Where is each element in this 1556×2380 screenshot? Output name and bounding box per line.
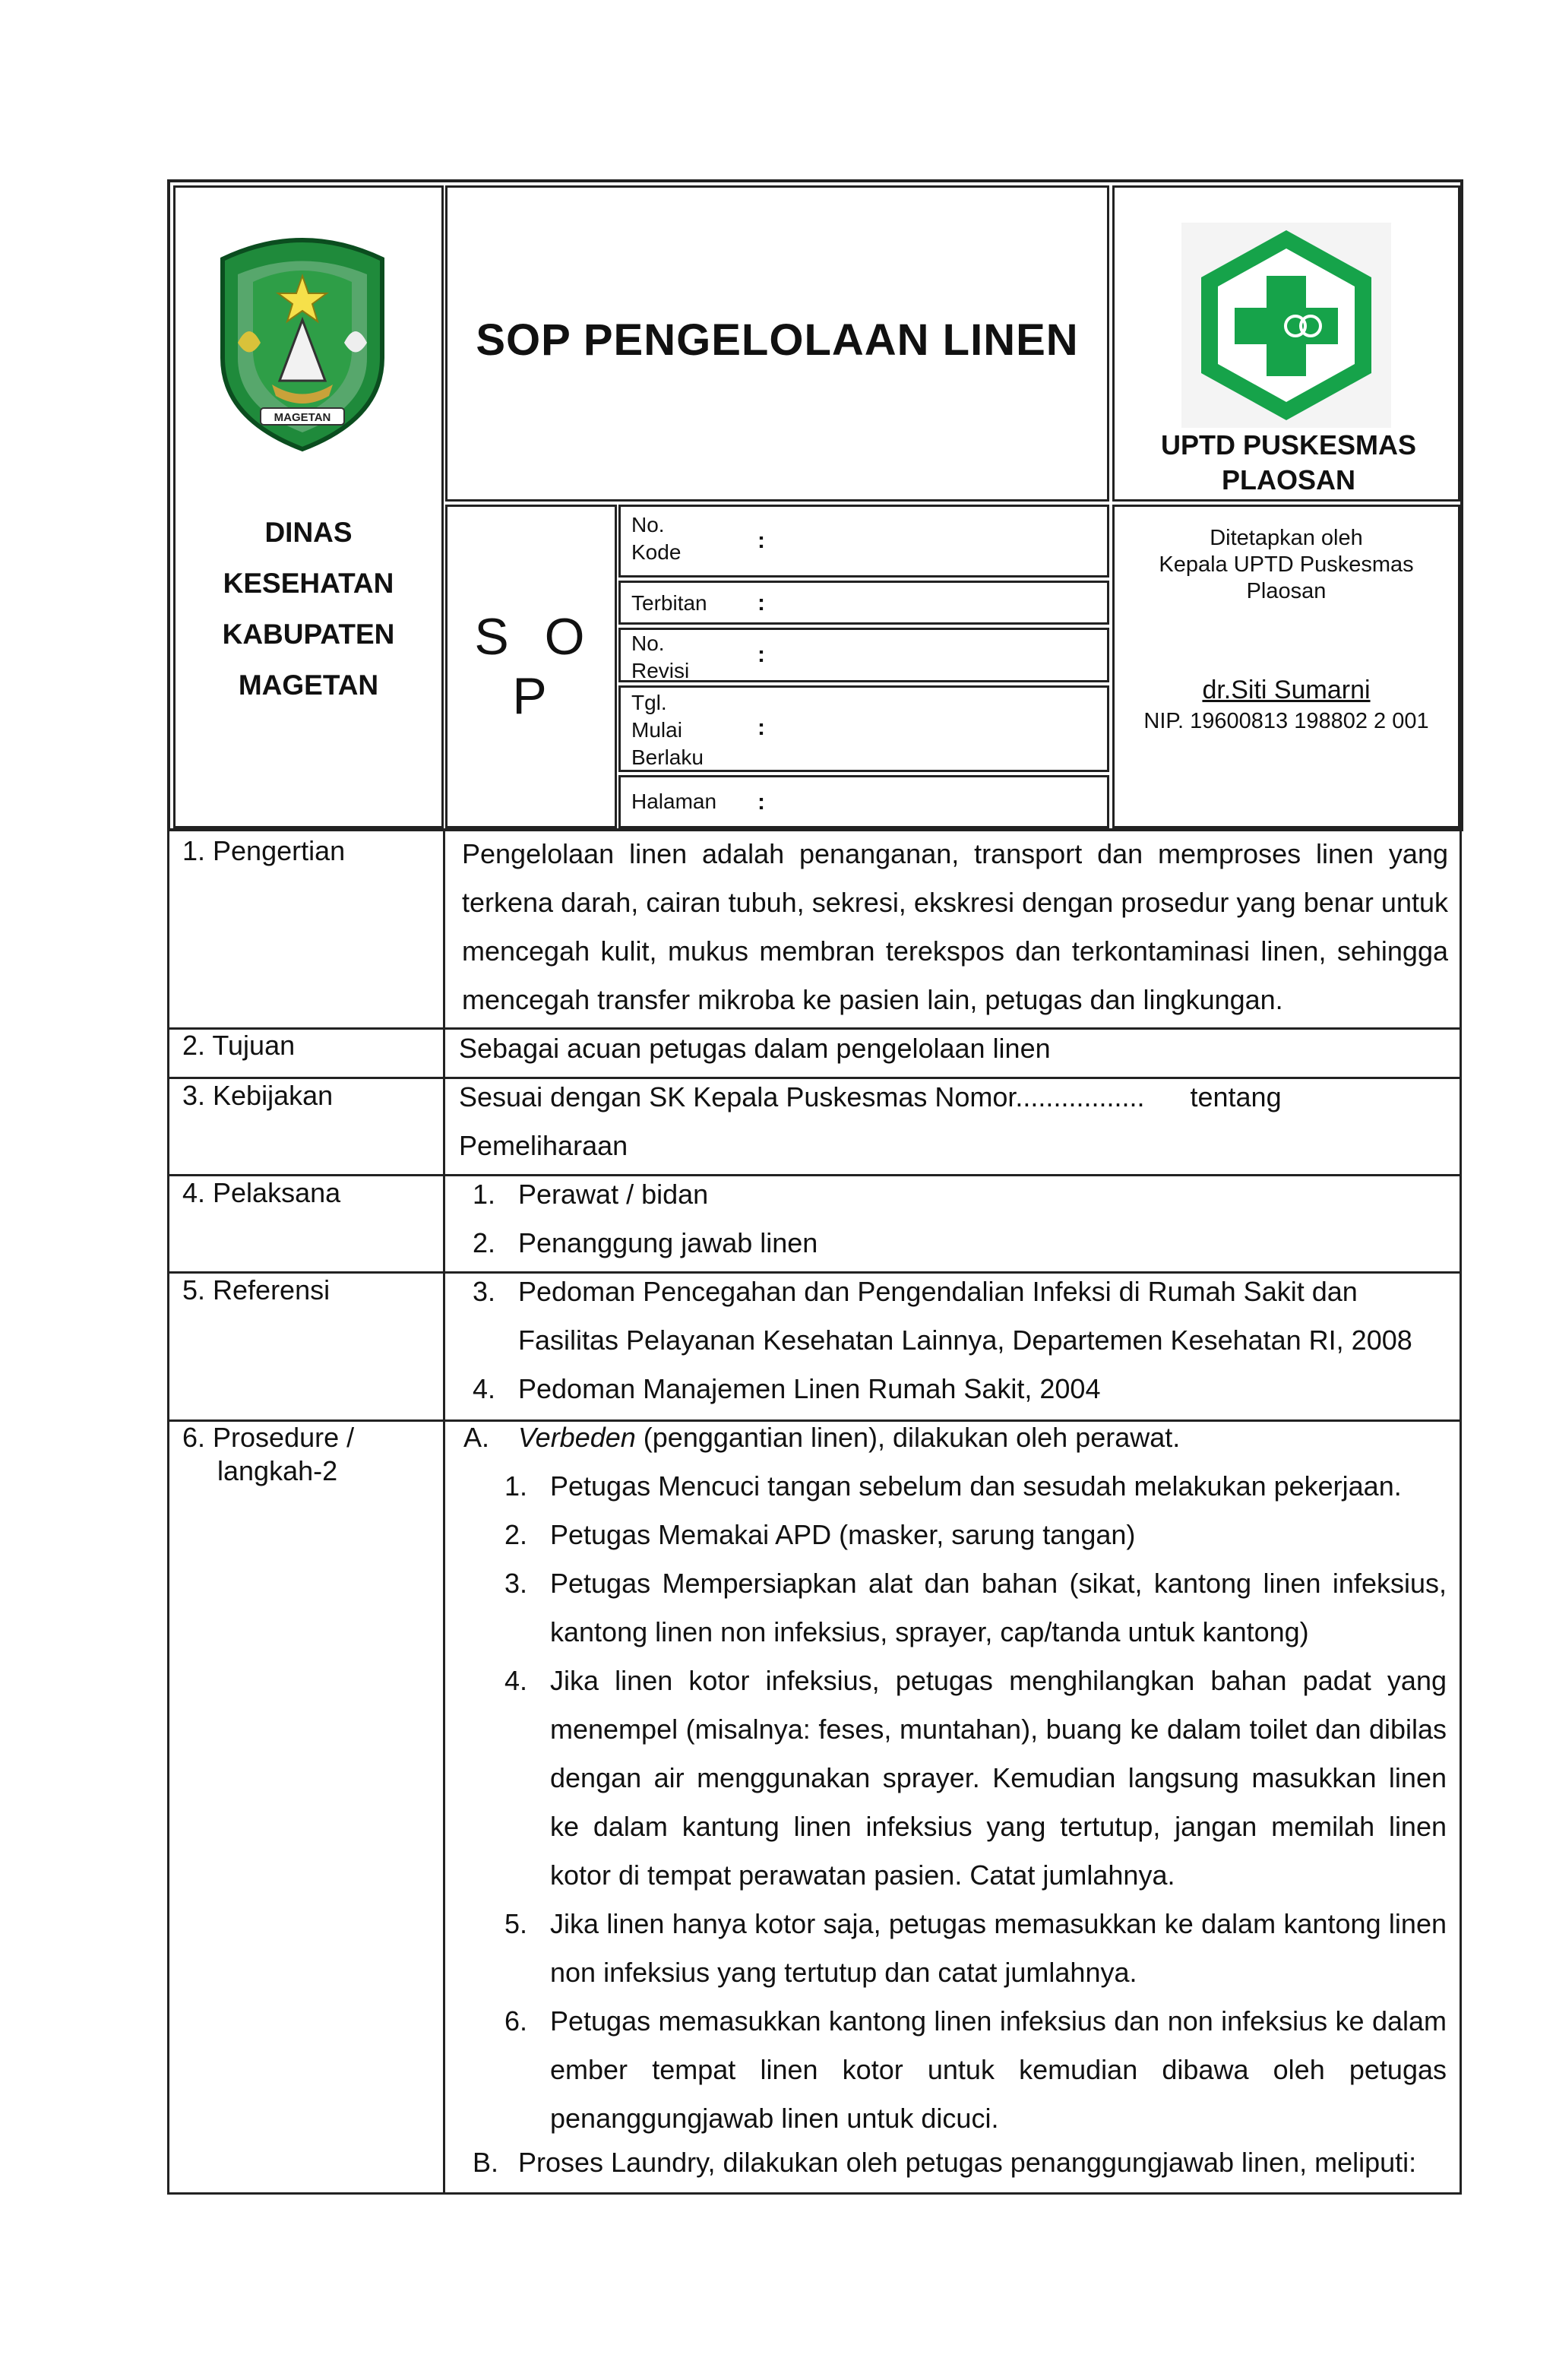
step-number: 4. xyxy=(504,1665,528,1696)
meta-label: No. Kode xyxy=(631,513,682,564)
signatory-nip: NIP. 19600813 198802 2 001 xyxy=(1143,709,1429,733)
agency-line: DINAS xyxy=(264,517,353,548)
meta-colon: : xyxy=(757,528,765,553)
section-label: 3. Kebijakan xyxy=(182,1080,334,1111)
meta-label: Terbitan xyxy=(631,591,707,615)
column-divider xyxy=(443,831,445,2195)
approval-cell xyxy=(1112,505,1460,828)
list-number: 1. xyxy=(473,1179,496,1210)
puskesmas-logo xyxy=(1181,223,1391,428)
step-number: 5. xyxy=(504,1908,528,1939)
section-text: Pengelolaan linen adalah penanganan, transport dan memproses linen yang terkena darah, cairan tubuh, sekresi, ekskresi dengan prosedur yang benar untuk mencegah kulit, mukus membran terekspos dan terkontaminasi linen, sehingga mencegah transfer mikroba ke pasien lain, petugas dan lingkungan. xyxy=(462,838,1448,1015)
list-item: Pedoman Pencegahan dan Pengendalian Infeksi di Rumah Sakit dan Fasilitas Pelayanan Kesehatan Lainnya, Departemen Kesehatan RI, 2008 xyxy=(518,1276,1412,1356)
section-label: 5. Referensi xyxy=(182,1274,330,1306)
agency-cell xyxy=(173,185,444,828)
meta-colon: : xyxy=(757,642,765,667)
part-a-italic: Verbeden xyxy=(518,1422,636,1453)
step-text: Petugas Memakai APD (masker, sarung tangan) xyxy=(550,1519,1136,1550)
section-label: 1. Pengertian xyxy=(182,835,346,866)
emblem-text: MAGETAN xyxy=(274,411,331,424)
meta-tgl xyxy=(618,685,1109,772)
step-number: 1. xyxy=(504,1470,528,1502)
list-item: Pedoman Manajemen Linen Rumah Sakit, 2004 xyxy=(518,1373,1101,1404)
puskesmas-cell xyxy=(1112,185,1460,502)
approval-line: Plaosan xyxy=(1246,579,1327,603)
section-text: Sebagai acuan petugas dalam pengelolaan linen xyxy=(459,1033,1051,1064)
step-text: Jika linen hanya kotor saja, petugas memasukkan ke dalam kantong linen non infeksius yang tertutup dan catat jumlahnya. xyxy=(550,1908,1447,1988)
meta-colon: : xyxy=(757,715,765,740)
part-a-rest: (penggantian linen), dilakukan oleh perawat. xyxy=(635,1422,1181,1453)
list-item: Penanggung jawab linen xyxy=(518,1227,818,1258)
agency-line: KABUPATEN xyxy=(222,619,395,650)
meta-kode xyxy=(618,505,1109,578)
part-b-heading: Proses Laundry, dilakukan oleh petugas penanggungjawab linen, meliputi: xyxy=(518,2147,1417,2178)
step-text: Petugas Mempersiapkan alat dan bahan (sikat, kantong linen infeksius, kantong linen non infeksius, sprayer, cap/tanda untuk kantong) xyxy=(550,1568,1447,1647)
step-text: Petugas Mencuci tangan sebelum dan sesudah melakukan pekerjaan. xyxy=(550,1470,1402,1502)
section-text: Sesuai dengan SK Kepala Puskesmas Nomor................. tentang Pemeliharaan xyxy=(459,1081,1289,1161)
sop-label: S O P xyxy=(474,608,596,725)
list-number: 2. xyxy=(473,1227,496,1258)
step-number: 6. xyxy=(504,2005,528,2037)
part-letter: A. xyxy=(463,1422,490,1453)
step-text: Petugas memasukkan kantong linen infeksius dan non infeksius ke dalam ember tempat linen kotor untuk kemudian dibawa oleh petugas penanggungjawab linen untuk dicuci. xyxy=(550,2005,1447,2134)
agency-name xyxy=(176,507,441,711)
section-label: 2. Tujuan xyxy=(182,1030,296,1061)
agency-line: MAGETAN xyxy=(238,669,379,701)
list-number: 3. xyxy=(473,1276,496,1307)
approval-line: Ditetapkan oleh xyxy=(1210,526,1363,550)
part-a-heading xyxy=(518,1413,1445,1462)
section-label-text: 6. Prosedure / langkah-2 xyxy=(182,1422,355,1486)
signatory-name: dr.Siti Sumarni xyxy=(1202,676,1371,704)
agency-line: KESEHATAN xyxy=(223,568,394,599)
meta-revisi xyxy=(618,628,1109,682)
list-item: Perawat / bidan xyxy=(518,1179,709,1210)
list-number: 4. xyxy=(473,1373,496,1404)
meta-colon: : xyxy=(757,790,765,815)
puskesmas-name: UPTD PUSKESMAS PLAOSAN xyxy=(1160,429,1417,495)
meta-colon: : xyxy=(757,590,765,616)
step-number: 3. xyxy=(504,1568,528,1599)
section-label: 4. Pelaksana xyxy=(182,1177,341,1208)
approval-line: Kepala UPTD Puskesmas xyxy=(1159,552,1414,577)
meta-terbitan xyxy=(618,581,1109,625)
step-number: 2. xyxy=(504,1519,528,1550)
meta-halaman xyxy=(618,775,1109,828)
meta-label: Halaman xyxy=(631,790,717,813)
magetan-emblem xyxy=(207,229,397,457)
sop-cell xyxy=(445,505,617,828)
part-letter: B. xyxy=(473,2147,499,2178)
document-title: SOP PENGELOLAAN LINEN xyxy=(476,315,1079,365)
step-text: Jika linen kotor infeksius, petugas menghilangkan bahan padat yang menempel (misalnya: feses, muntahan), buang ke dalam toilet dan dibilas dengan air menggunakan sprayer. Kemudian langsung masukkan linen ke dalam kantung linen infeksius yang tertutup, jangan memilah linen kotor di tempat perawatan pasien. Catat jumlahnya. xyxy=(550,1665,1447,1891)
approval-text xyxy=(1115,525,1458,605)
meta-label: No. Revisi xyxy=(631,631,690,682)
meta-label: Tgl. Mulai Berlaku xyxy=(631,691,704,769)
section-label xyxy=(182,1413,433,1488)
title-cell xyxy=(445,185,1109,502)
